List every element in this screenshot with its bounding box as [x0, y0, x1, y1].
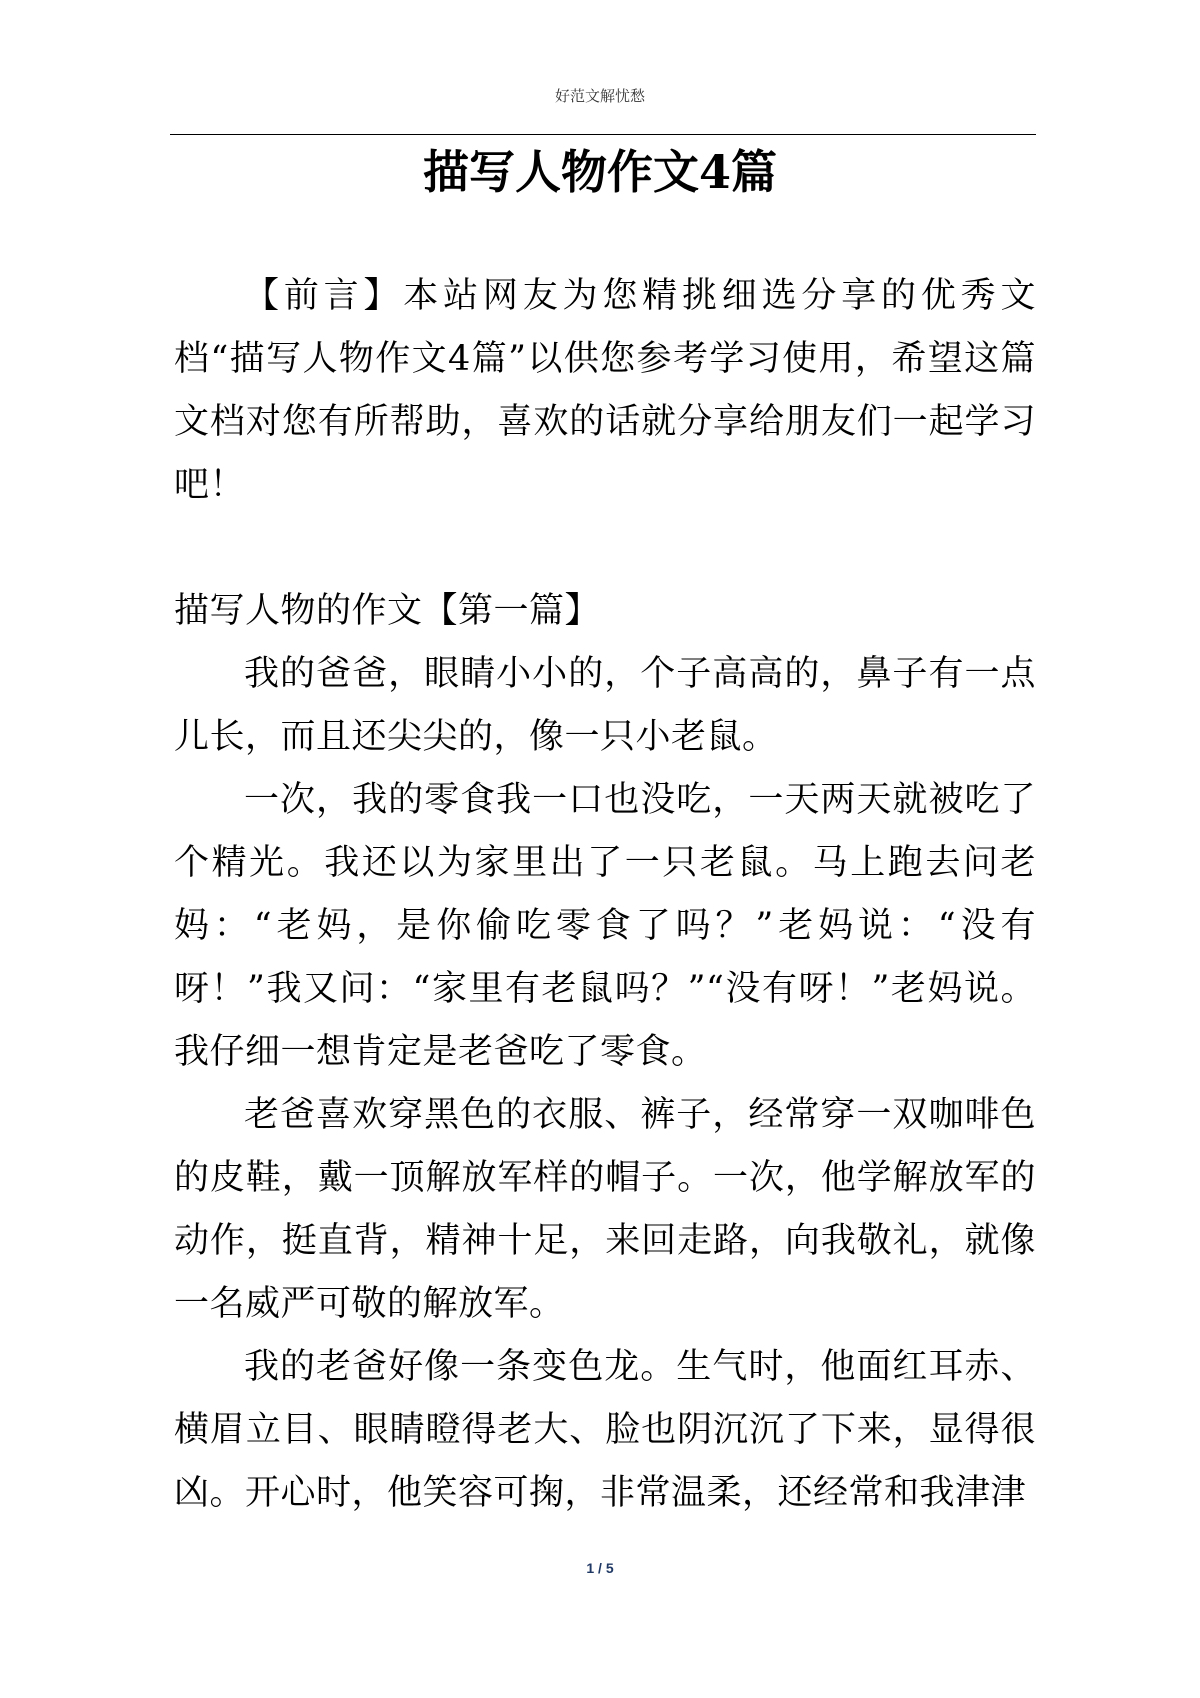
- page-number: 1 / 5: [586, 1560, 614, 1576]
- section-title: 描写人物的作文【第一篇】: [174, 591, 601, 631]
- header-divider: [170, 134, 1036, 135]
- body-paragraph: 我的老爸好像一条变色龙。生气时，他面红耳赤、横眉立目、眼睛瞪得老大、脸也阴沉沉了下来，显得很凶。开心时，他笑容可掬，非常温柔，还经常和我津津: [174, 1347, 1036, 1513]
- page-header: 好范文解忧愁: [554, 87, 645, 105]
- body-paragraph: 老爸喜欢穿黑色的衣服、裤子，经常穿一双咖啡色的皮鞋，戴一顶解放军样的帽子。一次，他学解放军的动作，挺直背，精神十足，来回走路，向我敬礼，就像一名威严可敬的解放军。: [174, 1095, 1036, 1324]
- body-paragraph: 一次，我的零食我一口也没吃，一天两天就被吃了个精光。我还以为家里出了一只老鼠。马上跑去问老妈：“老妈，是你偷吃零食了吗？”老妈说：“没有呀！”我又问：“家里有老鼠吗？”“没有呀！”老妈说。我仔细一想肯定是老爸吃了零食。: [174, 780, 1036, 1072]
- document-title: 描写人物作文4篇: [422, 145, 777, 199]
- body-paragraph: 我的爸爸，眼睛小小的，个子高高的，鼻子有一点儿长，而且还尖尖的，像一只小老鼠。: [174, 654, 1036, 757]
- preface-paragraph: 【前言】本站网友为您精挑细选分享的优秀文档“描写人物作文4篇”以供您参考学习使用，希望这篇文档对您有所帮助，喜欢的话就分享给朋友们一起学习吧！: [174, 276, 1036, 505]
- document-body: [174, 265, 1036, 1525]
